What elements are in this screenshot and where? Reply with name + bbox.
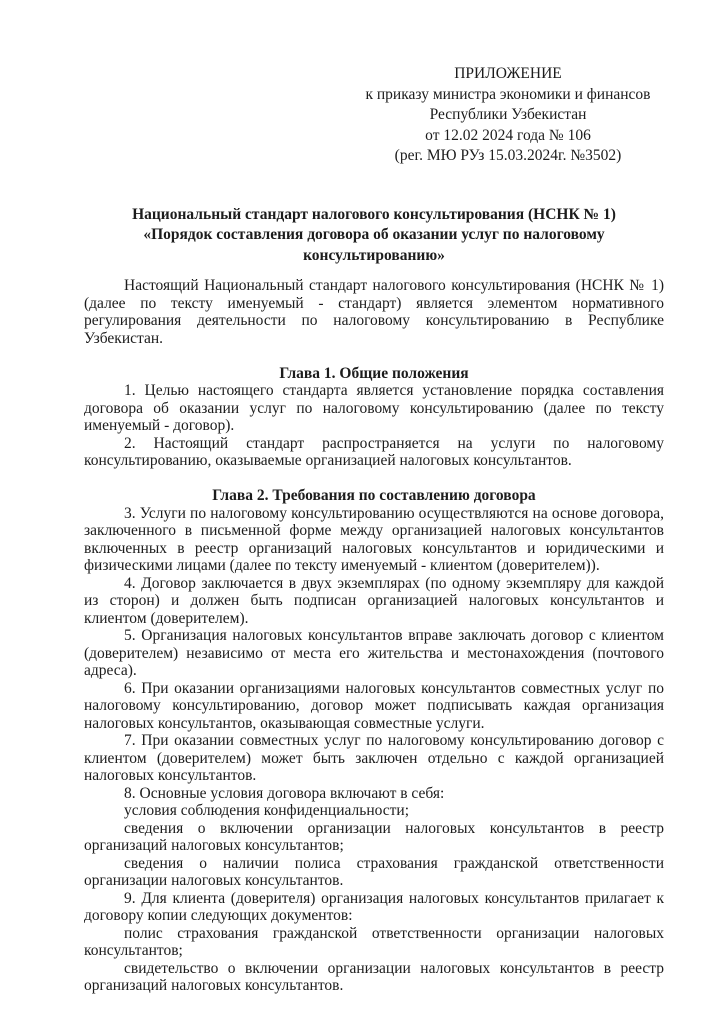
paragraph: 9. Для клиента (доверителя) организация налоговых консультантов прилагает к договору копии следующих документов: bbox=[84, 889, 664, 924]
paragraph: 7. При оказании совместных услуг по налоговому консультированию договор с клиентом (доверителем) может быть заключен отдельно с каждой организацией налоговых консультантов. bbox=[84, 732, 664, 784]
document-header bbox=[352, 64, 664, 167]
title-line: Национальный стандарт налогового консультирования (НСНК № 1) bbox=[132, 205, 616, 223]
paragraph: условия соблюдения конфиденциальности; bbox=[124, 802, 410, 819]
title-line: «Порядок составления договора об оказании услуг по налоговому консультированию» bbox=[143, 226, 605, 264]
paragraph: 1. Целью настоящего стандарта является установление порядка составления договора об оказании услуг по налоговому консультированию (далее по тексту именуемый - договор). bbox=[84, 382, 664, 434]
header-line: к приказу министра экономики и финансов bbox=[365, 85, 651, 103]
document-title bbox=[84, 205, 664, 267]
paragraph: Настоящий Национальный стандарт налогового консультирования (НСНК № 1) (далее по тексту именуемый - стандарт) является элементом нормативного регулирования деятельности по налоговому консультированию в Республике Узбекистан. bbox=[84, 277, 664, 347]
chapter-heading: Глава 2. Требования по составлению договора bbox=[212, 487, 536, 504]
paragraph: 2. Настоящий стандарт распространяется на услуги по налоговому консультированию, оказываемые организацией налоговых консультантов. bbox=[84, 434, 664, 469]
header-line: от 12.02 2024 года № 106 bbox=[425, 126, 591, 144]
paragraph: 6. При оказании организациями налоговых консультантов совместных услуг по налоговому консультированию, договор может подписывать каждая организация налоговых консультантов, оказывающая совместные услуги. bbox=[84, 679, 664, 732]
chapter-heading: Глава 1. Общие положения bbox=[279, 364, 469, 382]
paragraph: сведения о наличии полиса страхования гражданской ответственности организации налоговых консультантов. bbox=[84, 854, 664, 889]
paragraph: 5. Организация налоговых консультантов вправе заключать договор с клиентом (доверителем) независимо от места его жительства и местонахождения (почтового адреса). bbox=[84, 627, 664, 679]
header-line: Республики Узбекистан bbox=[429, 106, 587, 123]
paragraph: сведения о включении организации налоговых консультантов в реестр организаций налоговых консультантов; bbox=[84, 819, 664, 854]
paragraph: 4. Договор заключается в двух экземплярах (по одному экземпляру для каждой из сторон) и должен быть подписан организацией налоговых консультантов и клиентом (доверителем). bbox=[84, 574, 664, 627]
paragraph: 3. Услуги по налоговому консультированию осуществляются на основе договора, заключенного в письменной форме между организацией налоговых консультантов включенных в реестр организаций налоговых консультантов и юридическими и физическими лицами (далее по тексту именуемый - клиентом (доверителем)). bbox=[84, 504, 664, 574]
header-line: (рег. МЮ РУз 15.03.2024г. №3502) bbox=[394, 147, 622, 164]
header-line: ПРИЛОЖЕНИЕ bbox=[454, 65, 562, 82]
paragraph: свидетельство о включении организации налоговых консультантов в реестр организаций налоговых консультантов. bbox=[84, 959, 664, 994]
paragraph: полис страхования гражданской ответственности организации налоговых консультантов; bbox=[84, 924, 664, 959]
paragraph: 8. Основные условия договора включают в себя: bbox=[124, 784, 445, 802]
document-body bbox=[84, 277, 664, 995]
